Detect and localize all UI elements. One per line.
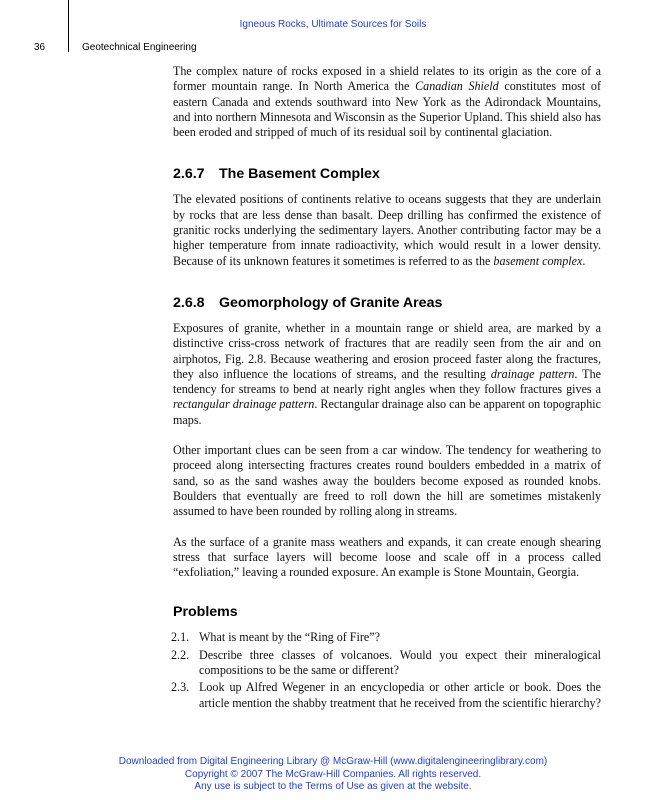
intro-paragraph: The complex nature of rocks exposed in a shield relates to its origin as the core of a former mountain range. In North America the Canadian Shield constitutes most of eastern Canada and extends southward into New York as the Adirondack Mountains, and into northern Minnesota and Wisconsin as the Superior Upland. This shield also has been eroded and stripped of much of its residual soil by continental glaciation. bbox=[173, 64, 601, 140]
problems-list bbox=[173, 630, 601, 710]
granite-paragraph-2: Other important clues can be seen from a car window. The tendency for weathering to proceed along intersecting fractures creates round boulders embedded in a matrix of sand, so as the sand washes away the boulders become exposed as rounded knobs. Boulders that eventually are freed to roll down the hill are sometimes mistakenly assumed to have been rounded by rolling along in streams. bbox=[173, 443, 601, 519]
emphasis-canadian-shield: Canadian Shield bbox=[415, 79, 499, 94]
granite-paragraph-1: Exposures of granite, whether in a mountain range or shield area, are marked by a distinctive criss-cross network of fractures that are readily seen from the air and on airphotos, Fig. 2.8. Because weathering and erosion proceed faster along the fractures, they also influence the locations of streams, and the resulting drainage pattern. The tendency for streams to bend at nearly right angles when they follow fractures gives a rectangular drainage pattern. Rectangular drainage also can be apparent on topographic maps. bbox=[173, 320, 601, 427]
section-heading-2-6-8: 2.6.8 Geomorphology of Granite Areas bbox=[173, 294, 443, 311]
emphasis-drainage-pattern: drainage pattern bbox=[490, 366, 575, 381]
section-heading-2-6-7: 2.6.7 The Basement Complex bbox=[173, 166, 380, 183]
chapter-banner: Igneous Rocks, Ultimate Sources for Soils bbox=[239, 19, 427, 30]
granite-paragraph-3: As the surface of a granite mass weathers and expands, it can create enough shearing stress that surface layers will become loose and scale off in a process called “exfoliation,” leaving a rounded exposure. An example is Stone Mountain, Georgia. bbox=[173, 534, 601, 580]
page-number: 36 bbox=[34, 42, 46, 53]
problems-heading: Problems bbox=[173, 604, 238, 621]
page-body bbox=[173, 64, 601, 711]
footer-download-link[interactable]: Downloaded from Digital Engineering Library @ McGraw-Hill (www.digitalengineeringlibrary.com) bbox=[118, 756, 548, 767]
problem-item: 2.2. Describe three classes of volcanoes. Would you expect their mineralogical compositions to be the same or different? bbox=[171, 647, 601, 678]
footer-download-notice bbox=[0, 756, 666, 794]
basement-complex-paragraph: The elevated positions of continents relative to oceans suggests that they are underlain by rocks that are less dense than basalt. Deep drilling has confirmed the existence of granitic rocks underlying the sedimentary layers. Another contributing factor may be a higher temperature from innate radioactivity, which would result in a lower density. Because of its unknown features it sometimes is referred to as the basement complex. bbox=[173, 192, 601, 268]
problem-item: 2.1. What is meant by the “Ring of Fire”? bbox=[171, 630, 381, 645]
problem-item: 2.3. Look up Alfred Wegener in an encyclopedia or other article or book. Does the article mention the shabby treatment that he received from the scientific hierarchy? bbox=[171, 680, 601, 710]
footer-terms-link[interactable]: Any use is subject to the Terms of Use as given at the website. bbox=[194, 781, 472, 792]
emphasis-rectangular-drainage: rectangular drainage pattern bbox=[173, 397, 315, 412]
footer-copyright: Copyright © 2007 The McGraw-Hill Companies. All rights reserved. bbox=[184, 768, 482, 780]
emphasis-basement-complex: basement complex bbox=[493, 253, 583, 268]
book-title: Geotechnical Engineering bbox=[82, 42, 197, 53]
